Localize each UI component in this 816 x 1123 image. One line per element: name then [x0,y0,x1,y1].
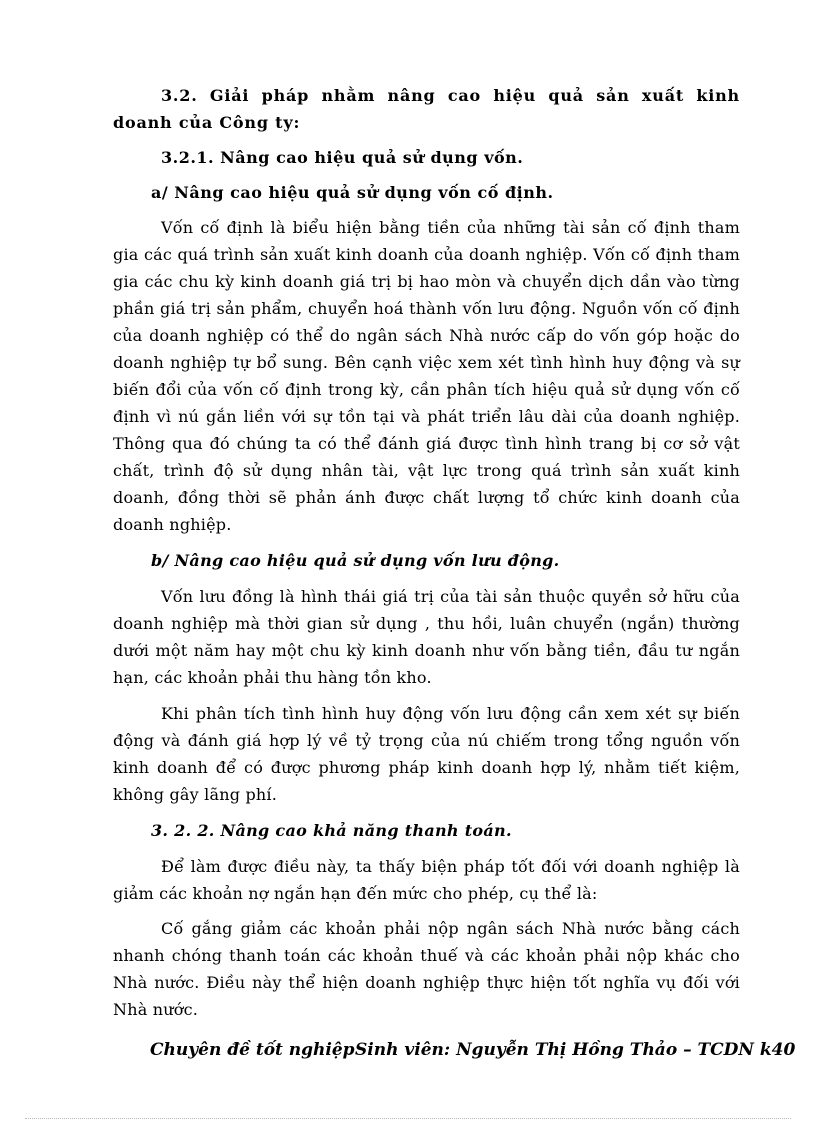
page-footer [150,1040,796,1060]
paragraph-solvency-detail: Cố gắng giảm các khoản phải nộp ngân sách Nhà nước bằng cách nhanh chóng thanh toán các khoản thuế và các khoản phải nộp khác cho Nhà nước. Điều này thể hiện doanh nghiệp thực hiện tốt nghĩa vụ đối với Nhà nước. [113,919,740,1019]
paragraph-solvency-intro: Để làm được điều này, ta thấy biện pháp tốt đối với doanh nghiệp là giảm các khoản nợ ngắn hạn đến mức cho phép, cụ thể là: [113,857,740,903]
footer-thesis-label: Chuyên đề tốt nghiệp [150,1040,355,1060]
paragraph-working-capital-analysis: Khi phân tích tình hình huy động vốn lưu động cần xem xét sự biến động và đánh giá hợp lý về tỷ trọng của nú chiếm trong tổng nguồn vốn kinh doanh để có được phương pháp kinh doanh hợp lý, nhằm tiết kiệm, không gây lãng phí. [113,704,740,804]
page-content [113,82,740,1032]
subsection-heading-b: b/ Nâng cao hiệu quả sử dụng vốn lưu động. [151,551,560,570]
subsection-heading-a: a/ Nâng cao hiệu quả sử dụng vốn cố định. [151,183,554,202]
page-bottom-divider [25,1118,791,1119]
subsection-heading-3-2-1: 3.2.1. Nâng cao hiệu quả sử dụng vốn. [161,148,524,167]
footer-student-label: Sinh viên: Nguyễn Thị Hồng Thảo – TCDN k40 [355,1040,796,1060]
subsection-heading-3-2-2: 3. 2. 2. Nâng cao khả năng thanh toán. [151,821,512,840]
paragraph-working-capital-definition: Vốn lưu đồng là hình thái giá trị của tài sản thuộc quyền sở hữu của doanh nghiệp mà thời gian sử dụng , thu hồi, luân chuyển (ngắn) thường dưới một năm hay một chu kỳ kinh doanh như vốn bằng tiền, đầu tư ngắn hạn, các khoản phải thu hàng tồn kho. [113,587,740,687]
section-heading: 3.2. Giải pháp nhằm nâng cao hiệu quả sản xuất kinh doanh của Công ty: [113,86,740,132]
paragraph-fixed-capital: Vốn cố định là biểu hiện bằng tiền của những tài sản cố định tham gia các quá trình sản xuất kinh doanh của doanh nghiệp. Vốn cố định tham gia các chu kỳ kinh doanh giá trị bị hao mòn và chuyển dịch dần vào từng phần giá trị sản phẩm, chuyển hoá thành vốn lưu động. Nguồn vốn cố định của doanh nghiệp có thể do ngân sách Nhà nước cấp do vốn góp hoặc do doanh nghiệp tự bổ sung. Bên cạnh việc xem xét tình hình huy động và sự biến đổi của vốn cố định trong kỳ, cần phân tích hiệu quả sử dụng vốn cố định vì nú gắn liền với sự tồn tại và phát triển lâu dài của doanh nghiệp. Thông qua đó chúng ta có thể đánh giá được tình hình trang bị cơ sở vật chất, trình độ sử dụng nhân tài, vật lực trong quá trình sản xuất kinh doanh, đồng thời sẽ phản ánh được chất lượng tổ chức kinh doanh của doanh nghiệp. [113,218,740,534]
